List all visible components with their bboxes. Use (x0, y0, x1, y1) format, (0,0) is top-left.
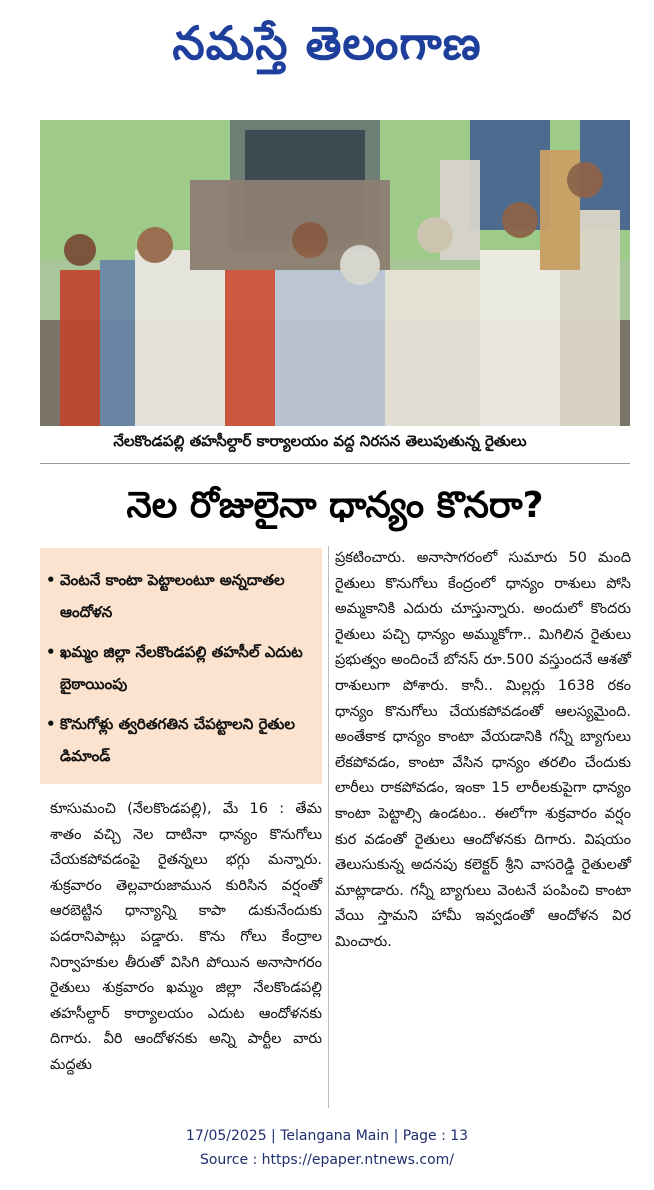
bullet-icon: • (46, 715, 56, 733)
article-body-left: కూసుమంచి (నేలకొండపల్లి), మే 16 : తేమ శాతం వచ్చి నెల దాటినా ధాన్యం కొనుగోలు చేయకపోవడంపై రైతన్నలు భగ్గు మన్నారు. శుక్రవారం తెల్లవారుజామున కురిసిన వర్షంతో ఆరబెట్టిన ధాన్యాన్ని కాపా డుకునేందుకు పడరానిపాట్లు పడ్డారు. కొను గోలు కేంద్రాల నిర్వాహకుల తీరుతో విసిగి పోయిన అనాసాగరం రైతులు శుక్రవారం ఖమ్మం జిల్లా నేలకొండపల్లి తహసీల్దార్ కార్యాలయం ఎదుట ఆందోళనకు దిగారు. వీరి ఆందోళనకు అన్ని పార్టీల వారు మద్దతు (50, 801, 322, 1073)
highlight-text: ఖమ్మం జిల్లా నేలకొండపల్లి తహసీల్ ఎదుట బైఠాయింపు (60, 643, 303, 693)
bullet-icon: • (46, 571, 56, 589)
footer-date-page: 17/05/2025 | Telangana Main | Page : 13 (185, 1128, 469, 1144)
bullet-icon: • (46, 643, 56, 661)
highlight-text: వెంటనే కాంటా పెట్టాలంటూ అన్నదాతల ఆందోళన (60, 571, 285, 621)
masthead-logo: నమస్తే తెలంగాణ (172, 16, 482, 70)
photo-caption: నేలకొండపల్లి తహసీల్దార్ కార్యాలయం వద్ద నిరసన తెలుపుతున్న రైతులు (113, 432, 527, 450)
highlight-text: కొనుగోళ్లు త్వరితగతిన చేపట్టాలని రైతుల డిమాండ్ (60, 715, 295, 765)
highlights-box (40, 548, 322, 784)
protest-photo-illustration (40, 120, 630, 426)
column-divider (328, 546, 329, 1108)
footer-source: Source : https://epaper.ntnews.com/ (199, 1152, 455, 1168)
highlight-item-2 (46, 636, 316, 700)
article-headline: నెల రోజులైనా ధాన్యం కొనరా? (126, 485, 544, 526)
article-body-right: ప్రకటించారు. అనాసాగరంలో సుమారు 50 మంది రైతులు కొనుగోలు కేంద్రంలో ధాన్యం రాశులు పోసి అమ్మకానికి ఎదురు చూస్తున్నారు. అందులో కొందరు రైతులు పచ్చి ధాన్యం అమ్ముకోగా.. మిగిలిన రైతులు ప్రభుత్వం అందించే బోనస్ రూ.500 వస్తుందనే ఆశతో రాశులుగా పోశారు. కానీ.. మిల్లర్లు 1638 రకం ధాన్యం కొనుగోలు చేయకపోవడంతో ఆలస్యమైంది. అంతేకాక ధాన్యం కాంటా వేయడానికి గన్నీ బ్యాగులు లేకపోవడం, కాంటా వేసిన ధాన్యం తరలిం చేందుకు లారీలు రాకపోవడం, ఇంకా 15 లారీలకుపైగా ధాన్యం కాంటా పెట్టాల్సి ఉండటం.. ఈలోగా శుక్రవారం వర్షం కుర వడంతో రైతులు ఆందోళనకు దిగారు. విషయం తెలుసుకున్న అదనపు కలెక్టర్ శ్రీని వాసరెడ్డి రైతులతో మాట్లాడారు. గన్నీ బ్యాగులు వెంటనే పంపించి కాంటా వేయి స్తామని హామీ ఇవ్వడంతో ఆందోళన విర మించారు. (335, 550, 631, 950)
highlight-item-1 (46, 564, 316, 628)
news-photo (40, 120, 630, 426)
caption-divider (40, 463, 630, 464)
highlight-item-3 (46, 708, 316, 772)
